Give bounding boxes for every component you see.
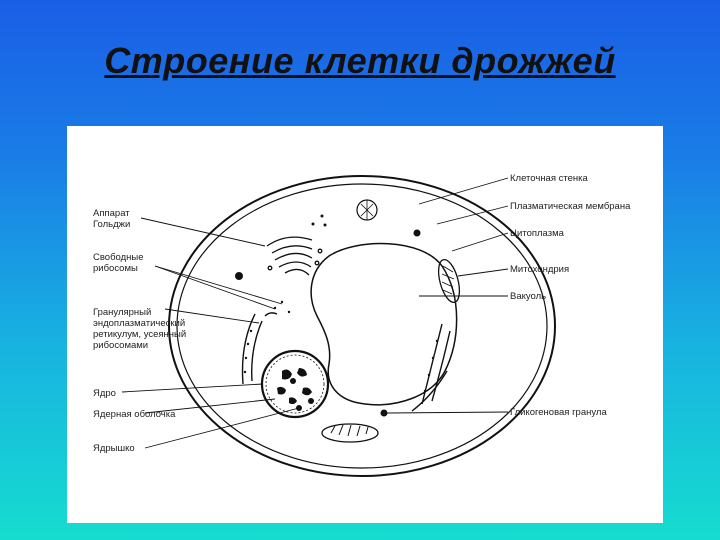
golgi-apparatus [267,237,322,275]
ribosome-dots [244,215,438,393]
label-nuclear-envelope: Ядерная оболочка [93,409,176,420]
label-er-3: ретикулум, усеянный [93,329,187,340]
label-er-1: Гранулярный [93,307,152,318]
label-golgi-1: Аппарат [93,208,130,219]
label-ribosomes-1: Свободные [93,252,144,263]
vacuole [311,244,457,405]
label-cytoplasm: Цитоплазма [510,228,564,239]
label-vacuole: Вакуоль [510,291,547,302]
label-golgi-2: Гольджи [93,219,131,230]
vesicle [357,200,377,220]
granule-2 [414,230,421,237]
label-er-2: эндоплазматический [93,318,186,329]
yeast-cell-diagram [67,126,663,523]
label-cell-wall: Клеточная стенка [510,173,588,184]
mitochondrion-bottom [322,424,378,442]
mitochondrion [435,257,464,304]
label-er-4: рибосомами [93,340,149,351]
nucleus [262,351,328,417]
glycogen-granule [381,410,388,417]
label-nucleus: Ядро [93,388,116,399]
label-mitochondrion: Митохондрия [510,264,570,275]
slide-title: Строение клетки дрожжей [104,40,616,81]
label-nucleolus: Ядрышко [93,443,135,454]
label-ribosomes-2: рибосомы [93,263,138,274]
rough-er [243,313,451,411]
label-plasma-membrane: Плазматическая мембрана [510,201,631,212]
label-glycogen: Гликогеновая гранула [510,407,607,418]
cell-wall [169,176,555,476]
diagram-svg [67,126,663,523]
granule-1 [235,272,243,280]
